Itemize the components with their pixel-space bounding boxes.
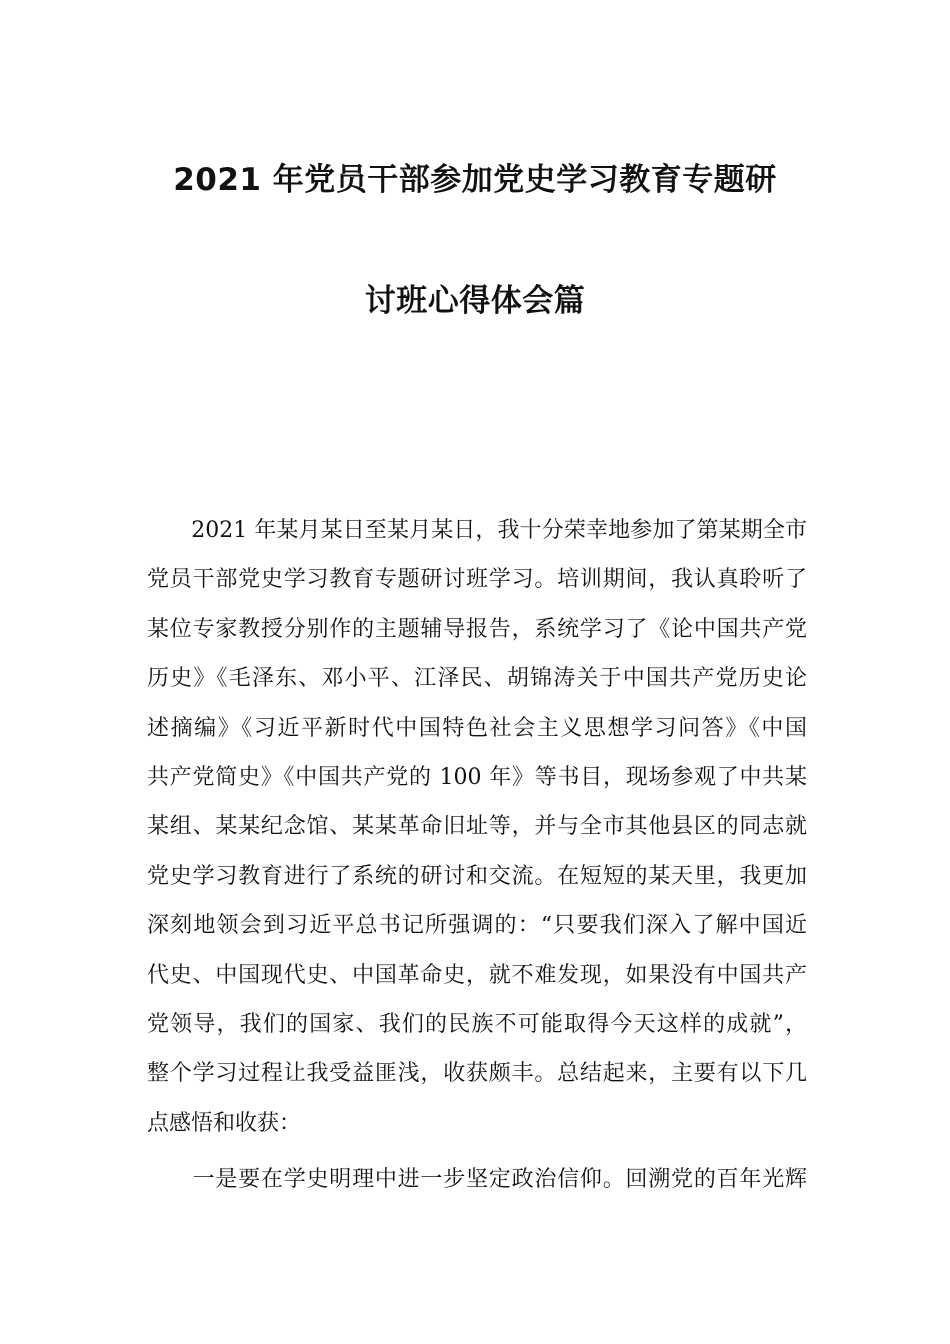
paragraph-line: 整个学习过程让我受益匪浅，收获颇丰。总结起来，主要有以下几 — [147, 1061, 807, 1087]
paragraph-line: 党员干部党史学习教育专题研讨班学习。培训期间，我认真聆听了 — [147, 567, 807, 593]
paragraph-line: 某位专家教授分别作的主题辅导报告，系统学习了《论中国共产党 — [147, 616, 807, 642]
paragraph-line: 党史学习教育进行了系统的研讨和交流。在短短的某天里，我更加 — [147, 863, 807, 889]
paragraph-line: 某组、某某纪念馆、某某革命旧址等，并与全市其他县区的同志就 — [147, 814, 807, 840]
paragraph-line: 一是要在学史明理中进一步坚定政治信仰。回溯党的百年光辉 — [147, 1167, 807, 1192]
paragraph-intro — [147, 506, 807, 1148]
paragraph-line: 历史》《毛泽东、邓小平、江泽民、胡锦涛关于中国共产党历史论 — [147, 666, 807, 692]
document-title-line-2: 讨班心得体会篇 — [364, 283, 586, 319]
paragraph-line: 党领导，我们的国家、我们的民族不可能取得今天这样的成就”， — [147, 1011, 807, 1037]
paragraph-line: 2021 年某月某日至某月某日，我十分荣幸地参加了第某期全市 — [147, 518, 807, 543]
paragraph-line: 共产党简史》《中国共产党的 100 年》等书目，现场参观了中共某 — [147, 764, 807, 790]
paragraph-line: 述摘编》《习近平新时代中国特色社会主义思想学习问答》《中国 — [147, 715, 807, 741]
paragraph-line: 代史、中国现代史、中国革命史，就不难发现，如果没有中国共产 — [147, 962, 807, 988]
document-title-line-1: 2021 年党员干部参加党史学习教育专题研 — [173, 162, 777, 198]
paragraph-line: 点感悟和收获： — [147, 1110, 302, 1136]
paragraph-line: 深刻地领会到习近平总书记所强调的：“只要我们深入了解中国近 — [147, 913, 807, 939]
paragraph-point-one — [147, 1155, 807, 1204]
